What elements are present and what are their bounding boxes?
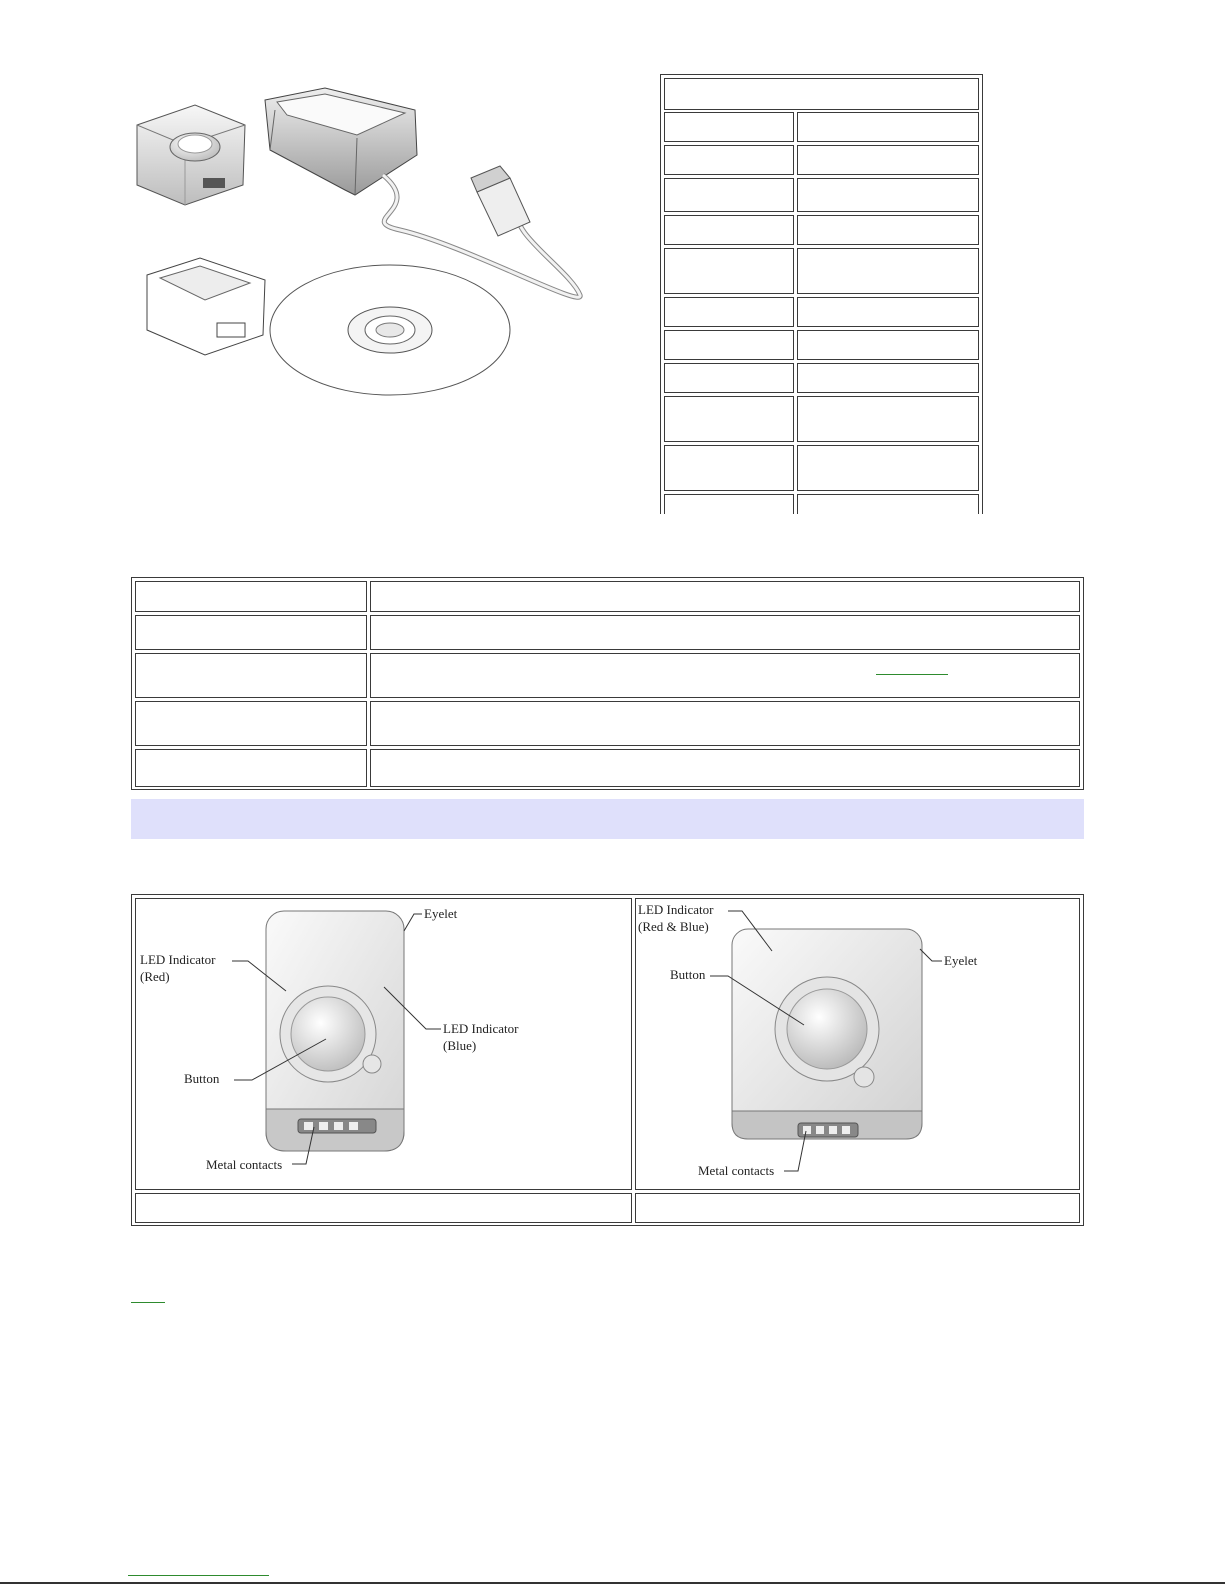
tag-device-icon <box>137 105 245 205</box>
label-metal-contacts-2: Metal contacts <box>698 1163 775 1178</box>
cd-disc-icon <box>270 265 510 395</box>
device-diagram-table <box>131 894 1084 1226</box>
desc-row-3-label <box>135 653 367 698</box>
page-bottom-rule <box>0 1582 1225 1584</box>
spec-row-11-value <box>797 494 979 514</box>
spec-row-1-label <box>664 112 794 142</box>
spec-table-header <box>664 78 979 110</box>
diagram-right-caption <box>635 1193 1080 1223</box>
spec-row-9-value <box>797 396 979 442</box>
spec-row-5-label <box>664 248 794 294</box>
desc-row-5-value <box>370 749 1080 787</box>
spec-row-7-value <box>797 330 979 360</box>
spec-row-3-label <box>664 178 794 212</box>
desc-row-2-value <box>370 615 1080 650</box>
footer-link[interactable] <box>128 1575 269 1576</box>
spec-row-4-value <box>797 215 979 245</box>
label-led-rb-line2: (Red & Blue) <box>638 919 709 934</box>
cradle-charger-icon <box>265 88 417 195</box>
label-eyelet: Eyelet <box>424 906 458 921</box>
desc-row-1-value <box>370 581 1080 612</box>
label-led-blue-line1: LED Indicator <box>443 1021 519 1036</box>
spec-row-8-value <box>797 363 979 393</box>
spec-row-4-label <box>664 215 794 245</box>
label-eyelet-2: Eyelet <box>944 953 978 968</box>
spec-row-2-label <box>664 145 794 175</box>
spec-row-8-label <box>664 363 794 393</box>
desc-row-4-label <box>135 701 367 746</box>
label-button-2: Button <box>670 967 706 982</box>
spec-table <box>660 74 983 514</box>
cover-case-icon <box>147 258 265 355</box>
label-button: Button <box>184 1071 220 1086</box>
label-led-red-line1: LED Indicator <box>140 952 216 967</box>
spec-row-6-value <box>797 297 979 327</box>
spec-row-10-label <box>664 445 794 491</box>
diagram-right-cell <box>635 898 1080 1190</box>
description-table <box>131 577 1084 790</box>
desc-row-1-label <box>135 581 367 612</box>
label-led-red-line2: (Red) <box>140 969 170 984</box>
spec-row-6-label <box>664 297 794 327</box>
note-band <box>131 799 1084 839</box>
diagram-left-cell <box>135 898 632 1190</box>
spec-row-5-value <box>797 248 979 294</box>
desc-row-2-label <box>135 615 367 650</box>
tag-square-diagram <box>636 899 1079 1189</box>
desc-row-3-link[interactable] <box>876 674 948 675</box>
tag-button-dome <box>291 997 365 1071</box>
spec-row-10-value <box>797 445 979 491</box>
desc-row-4-value <box>370 701 1080 746</box>
desc-row-3-value <box>370 653 1080 698</box>
desc-row-5-label <box>135 749 367 787</box>
tag2-button-dome <box>787 989 867 1069</box>
label-led-rb-line1: LED Indicator <box>638 902 714 917</box>
label-led-blue-line2: (Blue) <box>443 1038 477 1053</box>
spec-row-11-label <box>664 494 794 514</box>
label-metal-contacts: Metal contacts <box>206 1157 283 1172</box>
spec-row-1-value <box>797 112 979 142</box>
diagram-left-caption <box>135 1193 632 1223</box>
spec-row-2-value <box>797 145 979 175</box>
product-package-illustration <box>125 80 605 410</box>
tag-front-diagram <box>136 899 631 1189</box>
spec-row-7-label <box>664 330 794 360</box>
back-link[interactable] <box>131 1302 165 1303</box>
spec-row-3-value <box>797 178 979 212</box>
spec-row-9-label <box>664 396 794 442</box>
